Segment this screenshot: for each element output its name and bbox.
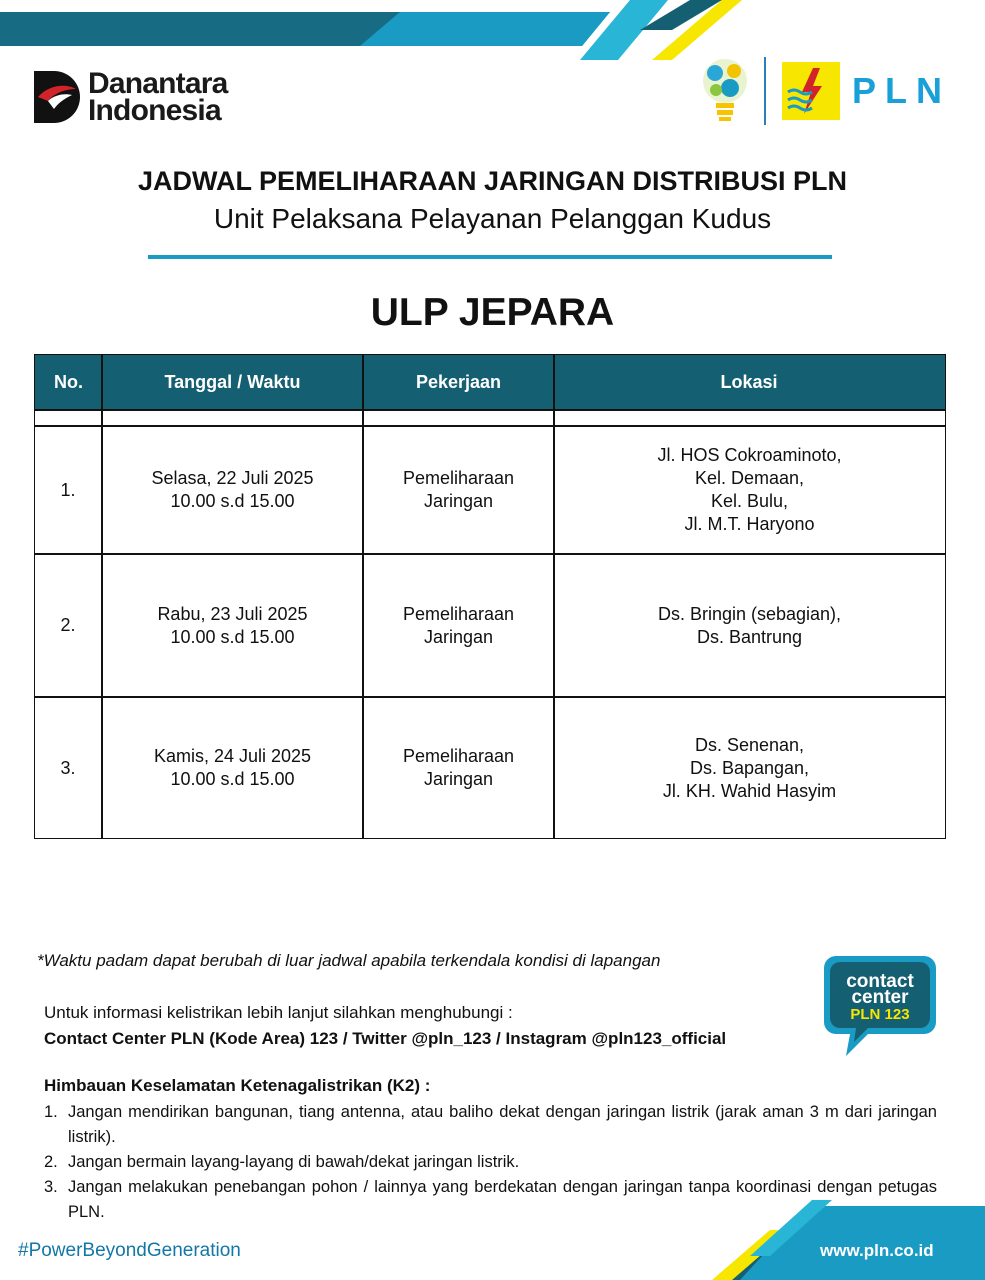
logo-divider (764, 57, 766, 125)
contact-center-badge (822, 950, 938, 1060)
footer-hashtag: #PowerBeyondGeneration (18, 1240, 241, 1261)
safety-item (44, 1100, 937, 1150)
pln-emblem-icon (782, 62, 840, 120)
danantara-emblem-icon (34, 71, 80, 123)
row2-pekerjaan: Pemeliharaan Jaringan (402, 603, 515, 647)
header-lokasi: Lokasi (720, 371, 778, 392)
footer-website[interactable]: www.pln.co.id (820, 1241, 934, 1260)
safety-item-number: 3. (44, 1178, 58, 1196)
header-pekerjaan: Pekerjaan (415, 371, 502, 392)
badge-line3: PLN 123 (850, 1006, 910, 1023)
unit-title: ULP JEPARA (370, 291, 615, 334)
badge-line1: contact (846, 971, 914, 992)
safety-title: Himbauan Keselamatan Ketenagalistrikan (K2) : (44, 1076, 431, 1095)
row3-pekerjaan: Pemeliharaan Jaringan (402, 746, 515, 789)
title-divider (148, 255, 832, 259)
safety-item-text: Jangan bermain layang-layang di bawah/dekat jaringan listrik. (68, 1153, 520, 1171)
row3-lokasi: Ds. Senenan, Ds. Bapangan, Jl. KH. Wahid Hasyim (662, 734, 837, 801)
pln-wordmark: PLN (852, 70, 951, 111)
row2-no: 2. (60, 615, 76, 635)
row1-tanggal: Selasa, 22 Juli 2025 10.00 s.d 15.00 (151, 468, 314, 511)
pln-logo-group (700, 55, 951, 127)
safety-item-text: Jangan melakukan penebangan pohon / lainnya yang berdekatan dengan jaringan tanpa koordinasi dengan petugas PLN. (68, 1178, 937, 1221)
contact-info-channels: Contact Center PLN (Kode Area) 123 / Twitter @pln_123 / Instagram @pln123_official (44, 1029, 727, 1048)
page-subtitle: Unit Pelaksana Pelayanan Pelanggan Kudus (213, 203, 772, 234)
header-no: No. (54, 371, 83, 392)
danantara-logo (34, 67, 228, 127)
safety-item-text: Jangan mendirikan bangunan, tiang antenna, atau baliho dekat dengan jaringan listrik (jarak aman 3 m dari jaringan listrik). (68, 1103, 937, 1146)
header-tanggal: Tanggal / Waktu (164, 371, 301, 392)
contact-info-intro: Untuk informasi kelistrikan lebih lanjut silahkan menghubungi : (44, 1003, 513, 1022)
row1-pekerjaan: Pemeliharaan Jaringan (402, 468, 515, 511)
page-title: JADWAL PEMELIHARAAN JARINGAN DISTRIBUSI PLN (137, 166, 848, 196)
row2-tanggal: Rabu, 23 Juli 2025 10.00 s.d 15.00 (157, 603, 308, 647)
schedule-table (34, 354, 946, 839)
row3-no: 3. (60, 757, 76, 778)
row3-tanggal: Kamis, 24 Juli 2025 10.00 s.d 15.00 (153, 746, 312, 789)
row2-lokasi: Ds. Bringin (sebagian), Ds. Bantrung (657, 603, 842, 647)
disclaimer-note: *Waktu padam dapat berubah di luar jadwal apabila terkendala kondisi di lapangan (37, 951, 661, 970)
row1-lokasi: Jl. HOS Cokroaminoto, Kel. Demaan, Kel. Bulu, Jl. M.T. Haryono (657, 445, 842, 534)
safety-item-number: 2. (44, 1153, 58, 1171)
row1-no: 1. (60, 479, 76, 500)
danantara-line2: Indonesia (88, 94, 221, 127)
lightbulb-emblem-icon (700, 55, 750, 127)
safety-item-number: 1. (44, 1103, 58, 1121)
top-decorative-band (0, 0, 985, 60)
danantara-line1: Danantara (88, 67, 228, 100)
safety-item (44, 1150, 937, 1175)
row-divider (35, 409, 945, 411)
table-header (35, 355, 945, 409)
badge-line2: center (851, 987, 909, 1008)
